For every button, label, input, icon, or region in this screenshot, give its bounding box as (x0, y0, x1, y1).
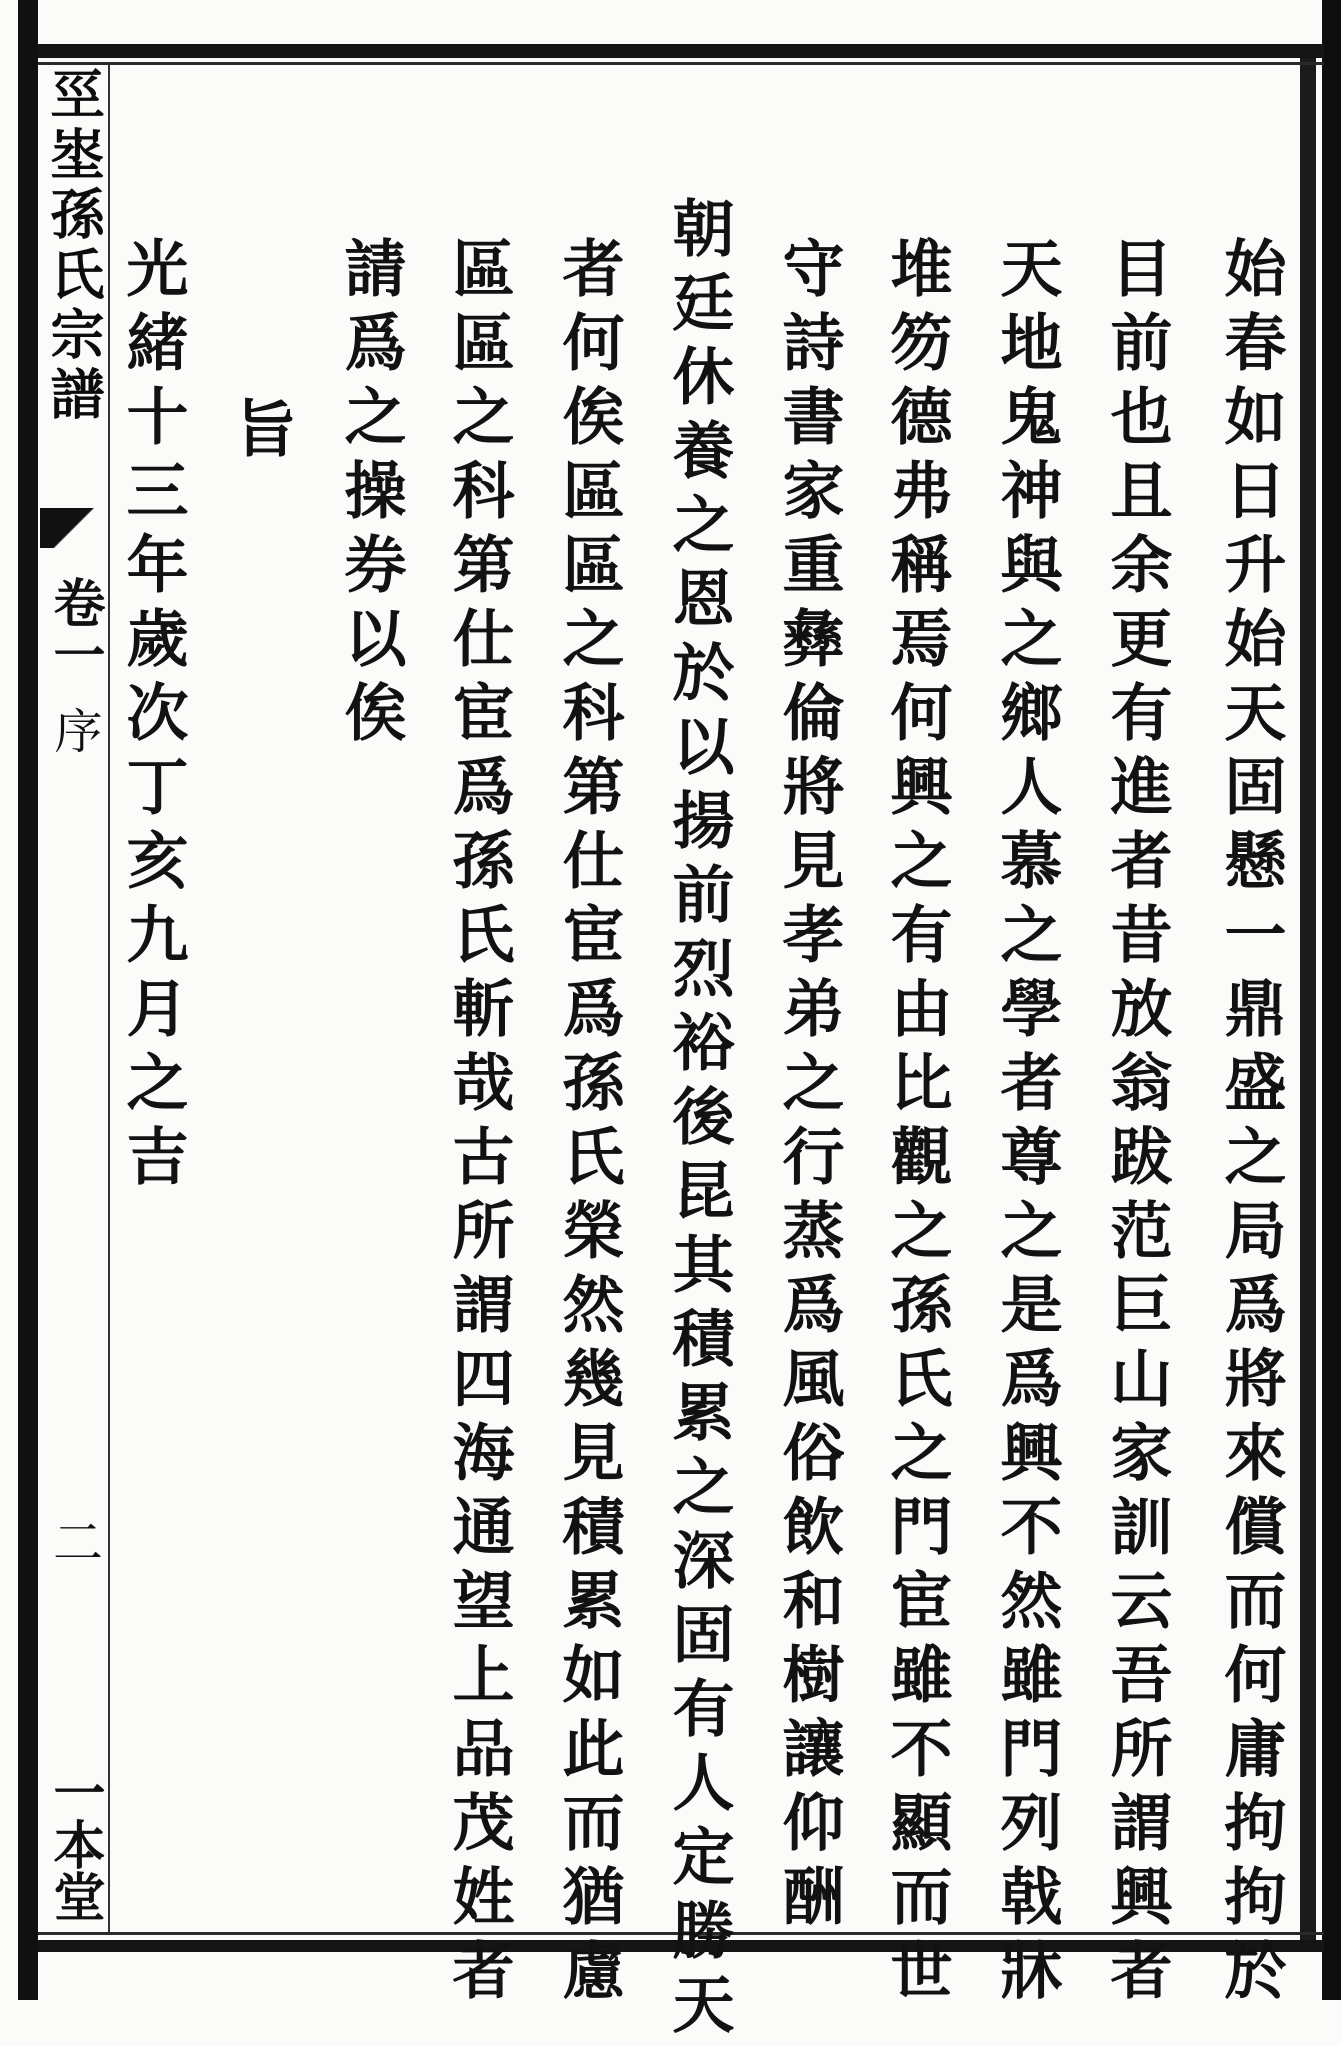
text-column-8: 區區之科第仕宦爲孫氏斬哉古所謂四海通望上品茂姓者 (442, 236, 515, 2012)
top-frame-rule (38, 44, 1324, 58)
text-column-5: 守詩書家重彝倫將見孝弟之行蒸爲風俗飲和樹讓仰酬 (772, 236, 845, 1938)
text-column-7: 者何俟區區之科第仕宦爲孫氏榮然幾見積累如此而猶慮 (552, 236, 625, 2012)
volume-label: 卷一 (44, 576, 105, 680)
text-column-4: 堆笏德弗稱焉何興之有由比觀之孫氏之門宦雖不顯而世 (880, 236, 953, 2012)
folio-number: 二 (45, 1516, 103, 1566)
text-column-9: 請爲之操券以俟 (334, 236, 407, 754)
text-column-10: 旨 (224, 396, 297, 470)
date-column: 光緒十三年歲次丁亥九月之吉 (116, 236, 189, 1198)
margin-divider (108, 64, 110, 1932)
top-frame-rule-inner (38, 62, 1324, 65)
right-border (1300, 44, 1316, 1952)
hall-name: 一本堂 (44, 1766, 105, 1922)
book-title: 巠埊孫氏宗譜 (42, 66, 106, 426)
fish-tail-mark (40, 508, 110, 548)
text-column-2: 目前也且余更有進者昔放翁跋范巨山家訓云吾所謂興者 (1100, 236, 1173, 2012)
text-column-1: 始春如日升始天固懸一鼎盛之局爲將來償而何庸拘拘於 (1214, 236, 1287, 2012)
page-margin-column (42, 66, 106, 1932)
section-label: 序 (46, 706, 102, 754)
text-column-6: 朝廷休養之恩於以揚前烈裕後昆其積累之深固有人定勝天 (662, 196, 735, 2046)
text-column-3: 天地鬼神與之鄉人慕之學者尊之是爲興不然雖門列戟牀 (990, 236, 1063, 2012)
right-border-outer (1322, 0, 1341, 2000)
left-border (18, 0, 38, 2000)
